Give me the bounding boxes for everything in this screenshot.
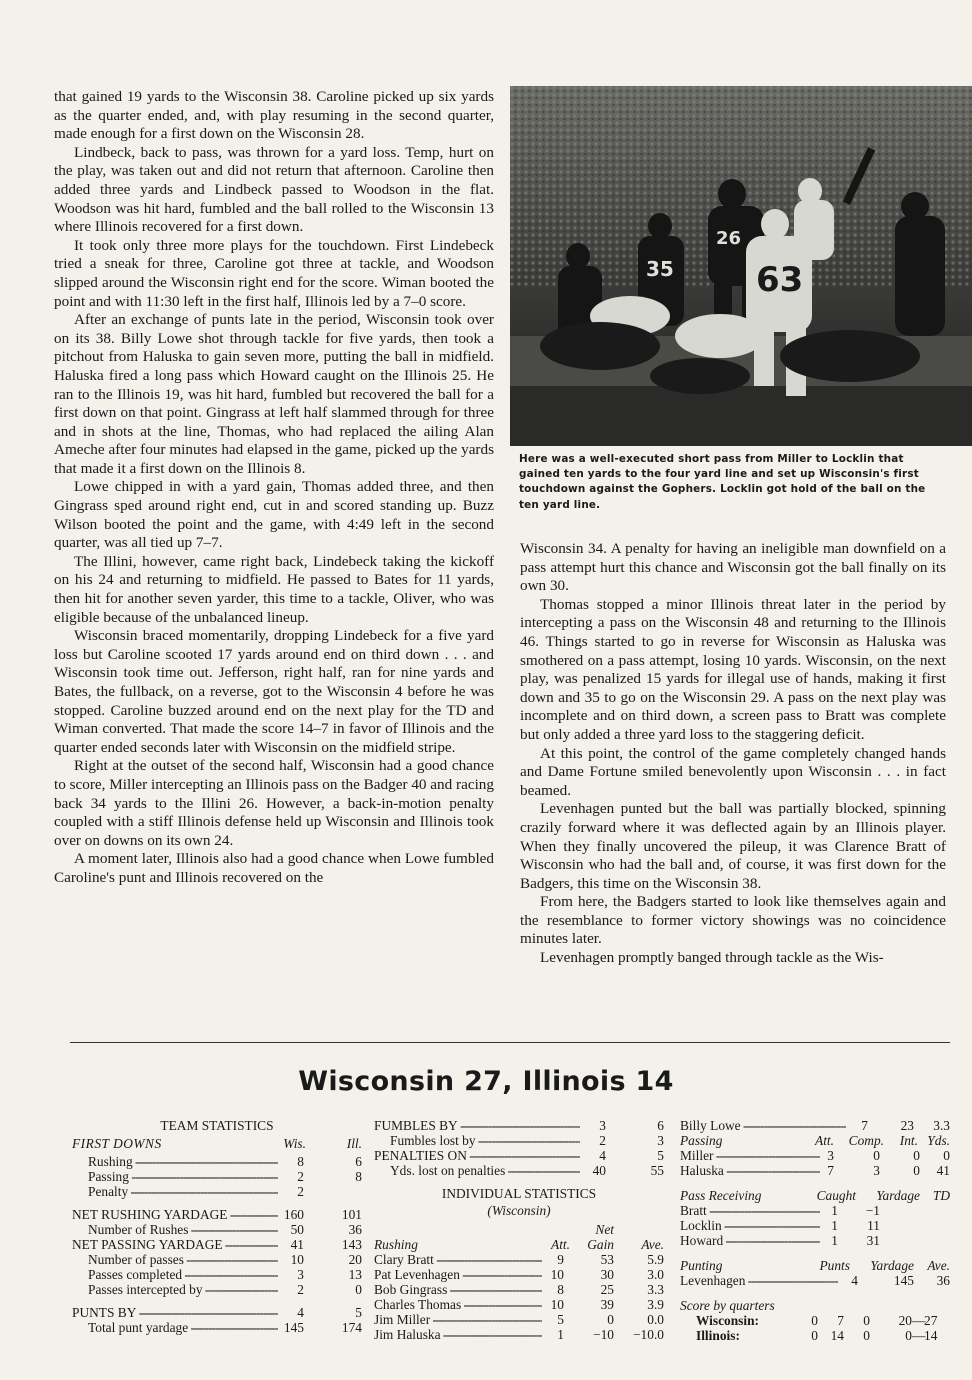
player-name: Howard ----- bbox=[680, 1233, 820, 1248]
player-name: Jim Miller ----- bbox=[374, 1312, 542, 1327]
wis-value: 160 bbox=[283, 1207, 304, 1222]
stat-label: Number of passes ----- bbox=[72, 1252, 278, 1267]
penalty-stat-row bbox=[374, 1133, 664, 1148]
att-label: Att. bbox=[815, 1133, 834, 1148]
player-name: Billy Lowe ----- bbox=[680, 1118, 846, 1133]
passing-row bbox=[680, 1163, 950, 1178]
team-stat-row bbox=[72, 1305, 362, 1320]
gain-value: 0 bbox=[607, 1312, 614, 1327]
wis-value: 2 bbox=[297, 1169, 304, 1184]
passing-row bbox=[680, 1148, 950, 1163]
comp-value: 3 bbox=[873, 1163, 880, 1178]
att-value: 5 bbox=[557, 1312, 564, 1327]
yardage-value: 11 bbox=[867, 1218, 880, 1233]
penalty-stat-row bbox=[374, 1163, 664, 1178]
player-name: Haluska ----- bbox=[680, 1163, 820, 1178]
gain-value: 53 bbox=[600, 1252, 614, 1267]
rushing-row bbox=[374, 1252, 664, 1267]
quarter-score: 0 bbox=[863, 1328, 870, 1343]
score-by-quarters bbox=[680, 1313, 950, 1343]
att-value: 10 bbox=[550, 1267, 564, 1282]
stat-label: Yds. lost on penalties ----- bbox=[374, 1163, 580, 1178]
right-statistics bbox=[680, 1118, 950, 1343]
yardage-value: −1 bbox=[865, 1203, 880, 1218]
stat-label: Number of Rushes ----- bbox=[72, 1222, 278, 1237]
quarter-score: 0 bbox=[811, 1328, 818, 1343]
comp-value: 0 bbox=[873, 1148, 880, 1163]
team-stat-row bbox=[72, 1184, 362, 1199]
ill-value: 174 bbox=[341, 1320, 362, 1335]
receiving-header bbox=[680, 1188, 950, 1203]
player-name: Clary Bratt ----- bbox=[374, 1252, 542, 1267]
dash: — bbox=[912, 1328, 926, 1343]
first-downs-label: FIRST DOWNS bbox=[72, 1136, 162, 1151]
ave-value: 0.0 bbox=[647, 1312, 664, 1327]
receiving-label: Pass Receiving bbox=[680, 1188, 762, 1203]
gain-value: −10 bbox=[593, 1327, 614, 1342]
article-paragraph: After an exchange of punts late in the period, Wisconsin took over on its 38. Billy Lowe shot through tackle for five yards, then took a pitchout from Haluska to gain seven more, putting the ball in midfield. Haluska fired a long pass which Howard caught on the Illinois 25. He ran to the Illinois 19, was hit hard, fumbled but recovered the ball for a first down on that point. Gingrass at left half slammed through for three and in shots at the line, Thomas, who had replaced the ailing Alan Ameche after four minutes had elapsed in the game, picked up the yards that made it a first down on the Illinois 8. bbox=[54, 311, 494, 477]
stat-label: NET PASSING YARDAGE ----- bbox=[72, 1237, 278, 1252]
td-label: TD bbox=[932, 1188, 950, 1203]
ave-value: 5.9 bbox=[647, 1252, 664, 1267]
wis-value: 4 bbox=[297, 1305, 304, 1320]
stat-label: Penalty ----- bbox=[72, 1184, 278, 1199]
stat-label: PUNTS BY ----- bbox=[72, 1305, 278, 1320]
caught-value: 1 bbox=[831, 1218, 838, 1233]
stat-label: Passing ----- bbox=[72, 1169, 278, 1184]
ave-value: 3.3 bbox=[647, 1282, 664, 1297]
ill-value: 55 bbox=[650, 1163, 664, 1178]
yds-value: 0 bbox=[943, 1148, 950, 1163]
player-name: Levenhagen ----- bbox=[680, 1273, 838, 1288]
team-stat-row bbox=[72, 1169, 362, 1184]
wis-value: 10 bbox=[290, 1252, 304, 1267]
rushing-rows bbox=[374, 1252, 664, 1342]
receiving-rows bbox=[680, 1203, 950, 1248]
ill-value bbox=[304, 1184, 362, 1199]
rushing-row bbox=[374, 1297, 664, 1312]
yardage-label: Yardage bbox=[876, 1188, 920, 1203]
football-action-photo bbox=[510, 86, 972, 446]
wis-value: 3 bbox=[599, 1118, 606, 1133]
stat-label: PENALTIES ON ----- bbox=[374, 1148, 580, 1163]
wis-value: 3 bbox=[297, 1267, 304, 1282]
article-paragraph: Wisconsin braced momentarily, dropping Lindebeck for a five yard loss but Caroline scooted 17 yards around end on third down . . . and Wisconsin took time out. Jefferson, right half, ran for nine yards and Bates, the fullback, on a reverse, got to the Wisconsin 4 before he was stopped. Caroline buzzed around end on the next play for the TD and Wiman converted. That made the score 14–7 in favor of Illinois and the quarter ended seconds later with Wisconsin on the midfield stripe. bbox=[54, 627, 494, 756]
photo-caption: Here was a well-executed short pass from Miller to Locklin that gained ten yards to the four yard line and set up Wisconsin's first touchdown against the Gophers. Locklin got hold of the ball on the ten yard line. bbox=[519, 453, 926, 511]
att-label: Att. bbox=[551, 1237, 570, 1252]
quarter-score: 0 bbox=[905, 1328, 912, 1343]
ave-label: Ave. bbox=[641, 1237, 664, 1252]
rushing-header bbox=[374, 1237, 664, 1252]
quarter-score: 20 bbox=[898, 1313, 912, 1328]
passing-label: Passing bbox=[680, 1133, 723, 1148]
article-paragraph: A moment later, Illinois also had a good chance when Lowe fumbled Caroline's punt and Illinois recovered on the bbox=[54, 850, 494, 886]
rushing-header-net bbox=[374, 1222, 664, 1237]
rushing-row bbox=[374, 1267, 664, 1282]
ill-value: 101 bbox=[341, 1207, 362, 1222]
player-name: Locklin ----- bbox=[680, 1218, 820, 1233]
spacer bbox=[880, 1203, 950, 1218]
player-name: Bratt ----- bbox=[680, 1203, 820, 1218]
left-article-column bbox=[54, 88, 494, 888]
jersey-number: 35 bbox=[646, 257, 674, 281]
att-value: 7 bbox=[827, 1163, 834, 1178]
dash: — bbox=[912, 1313, 926, 1328]
right-article-column bbox=[520, 540, 946, 968]
ill-value: 143 bbox=[341, 1237, 362, 1252]
caught-label: Caught bbox=[816, 1188, 856, 1203]
gain-value: 30 bbox=[600, 1267, 614, 1282]
jersey-number: 26 bbox=[716, 228, 742, 249]
receiving-row bbox=[680, 1203, 950, 1218]
att-value: 3 bbox=[827, 1148, 834, 1163]
ave-value: 36 bbox=[936, 1273, 950, 1288]
passing-header bbox=[680, 1133, 950, 1148]
team-stat-row bbox=[72, 1222, 362, 1237]
quarter-score: 7 bbox=[837, 1313, 844, 1328]
ill-value: 6 bbox=[657, 1118, 664, 1133]
gain-label: Gain bbox=[587, 1237, 614, 1252]
team-statistics bbox=[72, 1118, 362, 1335]
ill-value: 0 bbox=[355, 1282, 362, 1297]
ave-value: 3.9 bbox=[647, 1297, 664, 1312]
article-paragraph: that gained 19 yards to the Wisconsin 38. Caroline picked up six yards as the quarter ended, and, with play resuming in the second quarter, made enough for a first down on the Wisconsin 28. bbox=[54, 88, 494, 143]
article-paragraph: Lowe chipped in with a yard gain, Thomas added three, and then Gingrass sped around right end, cut in and scored standing up. Buzz Wilson booted the point and the game, with 4:49 left in the second quarter, was all tied up 7–7. bbox=[54, 478, 494, 552]
team-stats-rows bbox=[72, 1154, 362, 1335]
team-name: Wisconsin: bbox=[696, 1313, 760, 1328]
fumble-penalty-rows bbox=[374, 1118, 664, 1178]
ave-value: 3.3 bbox=[933, 1118, 950, 1133]
team-stat-row bbox=[72, 1320, 362, 1335]
att-value: 7 bbox=[861, 1118, 868, 1133]
article-paragraph: Levenhagen promptly banged through tackle as the Wis- bbox=[540, 949, 884, 967]
att-value: 8 bbox=[557, 1282, 564, 1297]
int-label: Int. bbox=[899, 1133, 918, 1148]
att-value: 10 bbox=[550, 1297, 564, 1312]
yardage-value: 31 bbox=[866, 1233, 880, 1248]
yardage-label: Yardage bbox=[870, 1258, 914, 1273]
receiving-row bbox=[680, 1218, 950, 1233]
punting-row bbox=[680, 1273, 950, 1288]
first-downs-header bbox=[72, 1136, 362, 1151]
ill-value: 6 bbox=[355, 1154, 362, 1169]
gain-value: 25 bbox=[600, 1282, 614, 1297]
wis-value: 2 bbox=[297, 1184, 304, 1199]
wis-value: 50 bbox=[290, 1222, 304, 1237]
yardage-value: 145 bbox=[893, 1273, 914, 1288]
jersey-number: 63 bbox=[756, 260, 804, 300]
ave-value: −10.0 bbox=[633, 1327, 664, 1342]
wis-value: 40 bbox=[592, 1163, 606, 1178]
punting-header bbox=[680, 1258, 950, 1273]
punts-value: 4 bbox=[851, 1273, 858, 1288]
receiving-row bbox=[680, 1233, 950, 1248]
team-stat-row bbox=[72, 1252, 362, 1267]
att-value: 1 bbox=[557, 1327, 564, 1342]
stat-label: Passes intercepted by ----- bbox=[72, 1282, 278, 1297]
wis-value: 4 bbox=[599, 1148, 606, 1163]
article-paragraph: It took only three more plays for the touchdown. First Lindebeck tried a sneak for three, Caroline got three at tackle, and Woodson slipped around the Wisconsin right end for the score. Wiman booted the point and with 11:30 left in the first half, Illinois led by a 7–0 score. bbox=[54, 236, 494, 310]
player-name: Miller ----- bbox=[680, 1148, 820, 1163]
gain-value: 39 bbox=[600, 1297, 614, 1312]
article-paragraph: From here, the Badgers started to look like themselves again and the resemblance to former victory showings was no coincidence minutes later. bbox=[520, 893, 946, 948]
player-name: Jim Haluska ----- bbox=[374, 1327, 542, 1342]
player-name: Charles Thomas ----- bbox=[374, 1297, 542, 1312]
rushing-label: Rushing bbox=[374, 1237, 418, 1252]
individual-statistics bbox=[374, 1118, 664, 1342]
wis-header: Wis. bbox=[283, 1136, 306, 1151]
total-score: 14 bbox=[924, 1328, 938, 1343]
ill-value: 13 bbox=[348, 1267, 362, 1282]
player-name: Pat Levenhagen ----- bbox=[374, 1267, 542, 1282]
ill-value: 5 bbox=[355, 1305, 362, 1320]
ill-value: 3 bbox=[657, 1133, 664, 1148]
stat-label: FUMBLES BY ----- bbox=[374, 1118, 580, 1133]
team-stat-row bbox=[72, 1154, 362, 1169]
quarter-score: 14 bbox=[830, 1328, 844, 1343]
article-paragraph: Wisconsin 34. A penalty for having an ineligible man downfield on a pass attempt hurt this chance and Wisconsin got the ball finally on its own 30. bbox=[520, 540, 946, 595]
stat-label: Rushing ----- bbox=[72, 1154, 278, 1169]
ave-label: Ave. bbox=[927, 1258, 950, 1273]
gain-value: 23 bbox=[900, 1118, 914, 1133]
stat-label: NET RUSHING YARDAGE ----- bbox=[72, 1207, 278, 1222]
billy-lowe-row bbox=[680, 1118, 950, 1133]
individual-stats-subtitle: (Wisconsin) bbox=[487, 1203, 551, 1218]
caught-value: 1 bbox=[831, 1233, 838, 1248]
team-stat-row bbox=[72, 1207, 362, 1222]
rushing-row bbox=[374, 1282, 664, 1297]
quarter-score: 0 bbox=[863, 1313, 870, 1328]
wis-value: 145 bbox=[283, 1320, 304, 1335]
wis-value: 2 bbox=[599, 1133, 606, 1148]
team-stat-row bbox=[72, 1237, 362, 1252]
punts-label: Punts bbox=[819, 1258, 850, 1273]
ill-value: 36 bbox=[348, 1222, 362, 1237]
team-name: Illinois: bbox=[696, 1328, 740, 1343]
rushing-row bbox=[374, 1312, 664, 1327]
team-stats-title: TEAM STATISTICS bbox=[160, 1118, 274, 1133]
article-paragraph: Levenhagen punted but the ball was partially blocked, spinning crazily forward where it was deflected again by an Illinois player. When they finally uncovered the pileup, it was Clarence Bratt of Wisconsin who had the ball and, of course, it was first down for the Badgers, this time on the Wisconsin 38. bbox=[520, 800, 946, 892]
rushing-row bbox=[374, 1327, 664, 1342]
comp-label: Comp. bbox=[848, 1133, 884, 1148]
caught-value: 1 bbox=[831, 1203, 838, 1218]
int-value: 0 bbox=[913, 1163, 920, 1178]
penalty-stat-row bbox=[374, 1118, 664, 1133]
article-paragraph: At this point, the control of the game completely changed hands and Dame Fortune smiled benevolently upon Wisconsin . . . in fact beamed. bbox=[520, 744, 946, 799]
article-paragraph: Right at the outset of the second half, Wisconsin had a good chance to score, Miller intercepting an Illinois pass on the Badger 40 and racing back 34 yards to the Illini 26. However, a back-in-motion penalty coupled with a stiff Illinois defense held up Wisconsin and Illinois took over on downs on its own 24. bbox=[54, 757, 494, 849]
ave-value: 3.0 bbox=[647, 1267, 664, 1282]
article-paragraph: The Illini, however, came right back, Lindebeck taking the kickoff on his 24 and returning to midfield. He passed to Bates for 11 yards, then hit for another seven yarder, this time to a tackle, Oliver, who was eligible because of the unbalanced lineup. bbox=[54, 552, 494, 626]
ill-header: Ill. bbox=[346, 1136, 362, 1151]
yds-label: Yds. bbox=[927, 1133, 950, 1148]
ill-value: 5 bbox=[657, 1148, 664, 1163]
score-headline: Wisconsin 27, Illinois 14 bbox=[298, 1066, 674, 1097]
att-value: 9 bbox=[557, 1252, 564, 1267]
spacer bbox=[880, 1233, 950, 1248]
wis-value: 8 bbox=[297, 1154, 304, 1169]
ill-value: 8 bbox=[355, 1169, 362, 1184]
punting-label: Punting bbox=[680, 1258, 723, 1273]
score-by-quarters-title: Score by quarters bbox=[680, 1298, 775, 1313]
team-stat-row bbox=[72, 1282, 362, 1297]
quarter-score: 0 bbox=[811, 1313, 818, 1328]
stat-label: Passes completed ----- bbox=[72, 1267, 278, 1282]
penalty-stat-row bbox=[374, 1148, 664, 1163]
team-stat-row bbox=[72, 1267, 362, 1282]
individual-stats-title: INDIVIDUAL STATISTICS bbox=[441, 1186, 597, 1201]
wis-value: 41 bbox=[290, 1237, 304, 1252]
ill-value: 20 bbox=[348, 1252, 362, 1267]
stat-label: Total punt yardage ----- bbox=[72, 1320, 278, 1335]
int-value: 0 bbox=[913, 1148, 920, 1163]
score-row bbox=[680, 1328, 950, 1343]
article-paragraph: Lindbeck, back to pass, was thrown for a yard loss. Temp, hurt on the play, was taken out and did not return that afternoon. Caroline then added three yards and Lindbeck passed to Woodson in the flat. Woodson was hit hard, fumbled and the ball rolled to the Wisconsin 13 where Illinois recovered for a first down. bbox=[54, 143, 494, 236]
passing-rows bbox=[680, 1148, 950, 1178]
spacer bbox=[880, 1218, 950, 1233]
wis-value: 2 bbox=[297, 1282, 304, 1297]
yds-value: 41 bbox=[936, 1163, 950, 1178]
game-photo bbox=[510, 86, 972, 446]
article-paragraph: Thomas stopped a minor Illinois threat later in the period by intercepting a pass on the Wisconsin 48 and returning to the Illinois 46. Things started to go in reverse for Wisconsin as Haluska was smothered on a pass attempt, losing 10 yards. Wisconsin, on the next play, was penalized 15 yards for illegal use of hands, making it first down and 35 to go on the Wisconsin 29. A pass on the next play was incomplete and on third down, a screen pass to Bratt was complete but only added a three yard loss to the staggering deficit. bbox=[520, 595, 946, 743]
net-label: Net bbox=[595, 1222, 614, 1237]
score-row bbox=[680, 1313, 950, 1328]
stat-label: Fumbles lost by ----- bbox=[374, 1133, 580, 1148]
total-score: 27 bbox=[924, 1313, 938, 1328]
player-name: Bob Gingrass ----- bbox=[374, 1282, 542, 1297]
divider-rule bbox=[70, 1042, 950, 1043]
